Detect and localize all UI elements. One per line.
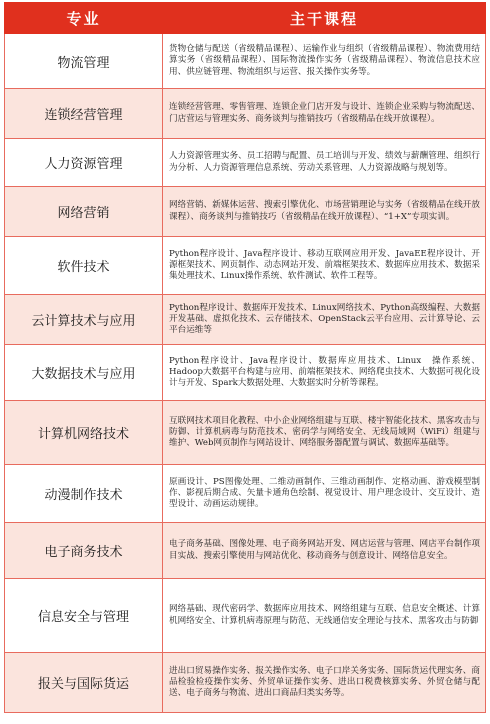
major-name: 云计算技术与应用 [5, 295, 163, 345]
table-row [5, 139, 486, 187]
table-row [5, 34, 486, 89]
course-list: 进出口贸易操作实务、报关操作实务、电子口岸关务实务、国际货运代理实务、商品检验检疫操作实务、外贸单证操作实务、进出口税费核算实务、外贸仓储与配送、电子商务与物流、进出口商品归类实务等。 [163, 653, 486, 713]
table-row [5, 579, 486, 653]
header-major: 专业 [5, 3, 163, 34]
table-row [5, 295, 486, 345]
major-course-table [4, 2, 486, 713]
course-list: 货物仓储与配送（省级精品课程）、运输作业与组织（省级精品课程）、物流费用结算实务（省级精品课程）、国际物流操作实务（省级精品课程）、物流信息技术应用、供应链管理、物流组织与运营、报关操作实务等。 [163, 34, 486, 89]
major-name: 连锁经营管理 [5, 89, 163, 139]
course-list: 互联网技术项目化教程、中小企业网络组建与互联、楼宇智能化技术、黑客攻击与防御、计算机病毒与防范技术、密码学与网络安全、无线局域网（WiFi）组建与维护、Web网页制作与网站设计、网络服务器配置与调试、数据库基础等。 [163, 401, 486, 465]
major-name: 物流管理 [5, 34, 163, 89]
table-row [5, 237, 486, 295]
major-name: 人力资源管理 [5, 139, 163, 187]
major-name: 电子商务技术 [5, 523, 163, 579]
course-list: 网络营销、新媒体运营、搜索引擎优化、市场营销理论与实务（省级精品在线开放课程）、商务谈判与推销技巧（省级精品在线开放课程）、“1+X”专项实训。 [163, 187, 486, 237]
table-row [5, 401, 486, 465]
table-row [5, 465, 486, 523]
major-name: 计算机网络技术 [5, 401, 163, 465]
table-row [5, 523, 486, 579]
course-list: Python程序设计、Java程序设计、移动互联网应用开发、JavaEE程序设计、开源框架技术、网页制作、动态网站开发、前端框架技术、数据库应用技术、数据采集处理技术、Linux操作系统、软件测试、软件工程等。 [163, 237, 486, 295]
major-name: 大数据技术与应用 [5, 345, 163, 401]
table-row [5, 89, 486, 139]
course-list: 电子商务基础、图像处理、电子商务网站开发、网店运营与管理、网店平台制作项目实战、搜索引擎使用与网站优化、移动商务与创意设计、网络信息安全。 [163, 523, 486, 579]
course-list: 网络基础、现代密码学、数据库应用技术、网络组建与互联、信息安全概述、计算机网络安全、计算机病毒原理与防范、无线通信安全理论与技术、黑客攻击与防御 [163, 579, 486, 653]
table-row [5, 187, 486, 237]
course-list: 连锁经营管理、零售管理、连锁企业门店开发与设计、连锁企业采购与物流配送、门店营运与管理实务、商务谈判与推销技巧（省级精品在线开放课程）。 [163, 89, 486, 139]
major-name: 动漫制作技术 [5, 465, 163, 523]
course-list: 人力资源管理实务、员工招聘与配置、员工培训与开发、绩效与薪酬管理、组织行为分析、人力资源管理信息系统、劳动关系管理、人力资源战略与规划等。 [163, 139, 486, 187]
major-name: 信息安全与管理 [5, 579, 163, 653]
header-courses: 主干课程 [163, 3, 486, 34]
course-list: Python程序设计、Java程序设计、数据库应用技术、Linux 操作系统、Hadoop大数据平台构建与应用、前端框架技术、网络爬虫技术、大数据可视化设计与开发、Spark大数据处理、大数据实时分析等课程。 [163, 345, 486, 401]
major-name: 网络营销 [5, 187, 163, 237]
table-row [5, 653, 486, 713]
major-name: 软件技术 [5, 237, 163, 295]
course-list: Python程序设计、数据库开发技术、Linux网络技术、Python高级编程、大数据开发基础、虚拟化技术、云存储技术、OpenStack云平台应用、云计算导论、云平台运维等 [163, 295, 486, 345]
table-header-row [5, 3, 486, 34]
major-name: 报关与国际货运 [5, 653, 163, 713]
table-row [5, 345, 486, 401]
course-list: 原画设计、PS图像处理、二维动画制作、三维动画制作、定格动画、游戏模型制作、影视后期合成、矢量卡通角色绘制、视觉设计、用户理念设计、交互设计、造型设计、动画运动规律。 [163, 465, 486, 523]
